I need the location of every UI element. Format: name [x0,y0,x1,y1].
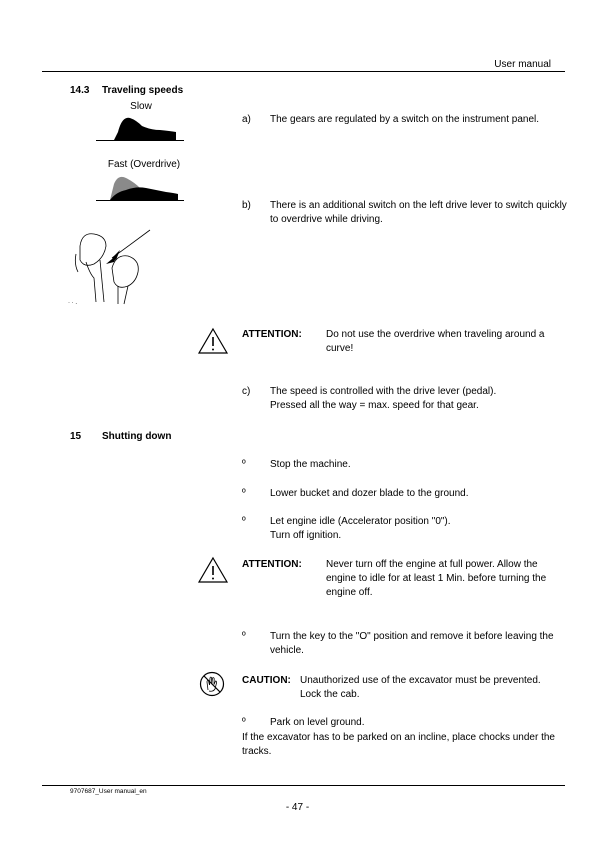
section-title: Shutting down [102,431,172,442]
bullet: º [242,459,246,470]
caution-label: CAUTION: [242,675,291,686]
step-3-line2: Turn off ignition. [270,530,342,541]
item-a-marker: a) [242,114,251,125]
warning-triangle-icon [197,327,229,355]
attention-2-line3: engine off. [326,587,373,598]
bullet: º [242,488,246,499]
step-1 [242,458,351,472]
fast-caption: Fast (Overdrive) [107,159,181,170]
footer-rule [42,785,565,786]
item-b [242,199,567,227]
item-b-line1: There is an additional switch on the left drive lever to switch quickly [270,200,567,211]
item-b-marker: b) [242,200,251,211]
drive-lever-icon [66,224,166,314]
bullet: º [242,631,246,642]
speed-slow-icon [96,112,186,142]
step-4 [242,630,554,658]
header-rule [42,71,565,72]
step-2 [242,487,468,501]
slow-caption: Slow [130,101,152,112]
item-c [242,385,496,413]
step-5 [242,716,365,730]
section-14-3-heading [70,85,183,96]
bullet: º [242,516,246,527]
item-b-line2: to overdrive while driving. [270,214,383,225]
speed-fast-icon [96,172,186,202]
attention-2-line1: Never turn off the engine at full power. Allow the [326,559,538,570]
svg-text:· · .: · · . [68,300,77,306]
attention-label-2: ATTENTION: [242,559,302,570]
incline-line2: tracks. [242,746,272,757]
incline-line1: If the excavator has to be parked on an incline, place chocks under the [242,732,555,743]
caution-line1: Unauthorized use of the excavator must be prevented. [300,675,541,686]
step-5-text: Park on level ground. [270,717,365,728]
item-a-text: The gears are regulated by a switch on the instrument panel. [270,114,540,125]
step-3-line1: Let engine idle (Accelerator position "0"). [270,516,451,527]
header-title: User manual [494,59,551,70]
section-15-heading [70,431,171,442]
step-4-line2: vehicle. [270,645,304,656]
attention-2-line2: engine to idle for at least 1 Min. before turning the [326,573,547,584]
item-c-marker: c) [242,386,251,397]
item-c-line2: Pressed all the way = max. speed for that gear. [270,400,479,411]
warning-triangle-icon [197,556,229,584]
caution-line2: Lock the cab. [300,689,360,700]
attention-text-1 [326,328,544,356]
bullet: º [242,717,246,728]
attention-label-1: ATTENTION: [242,329,302,340]
incline-note [242,731,555,759]
attention-1-line2: curve! [326,343,354,354]
step-3 [242,515,451,543]
step-2-text: Lower bucket and dozer blade to the ground. [270,488,469,499]
footer-doc-id: 9707687_User manual_en [70,788,147,795]
attention-text-2 [326,558,546,600]
step-4-line1: Turn the key to the "O" position and remove it before leaving the [270,631,554,642]
item-a [242,113,539,127]
section-number: 15 [70,431,82,442]
item-c-line1: The speed is controlled with the drive lever (pedal). [270,386,497,397]
section-title: Traveling speeds [102,85,184,96]
step-1-text: Stop the machine. [270,459,351,470]
caution-text [300,674,541,702]
section-number: 14.3 [70,85,90,96]
page-number: - 47 - [285,802,310,813]
prohibited-hand-icon [199,671,225,697]
attention-1-line1: Do not use the overdrive when traveling around a [326,329,545,340]
